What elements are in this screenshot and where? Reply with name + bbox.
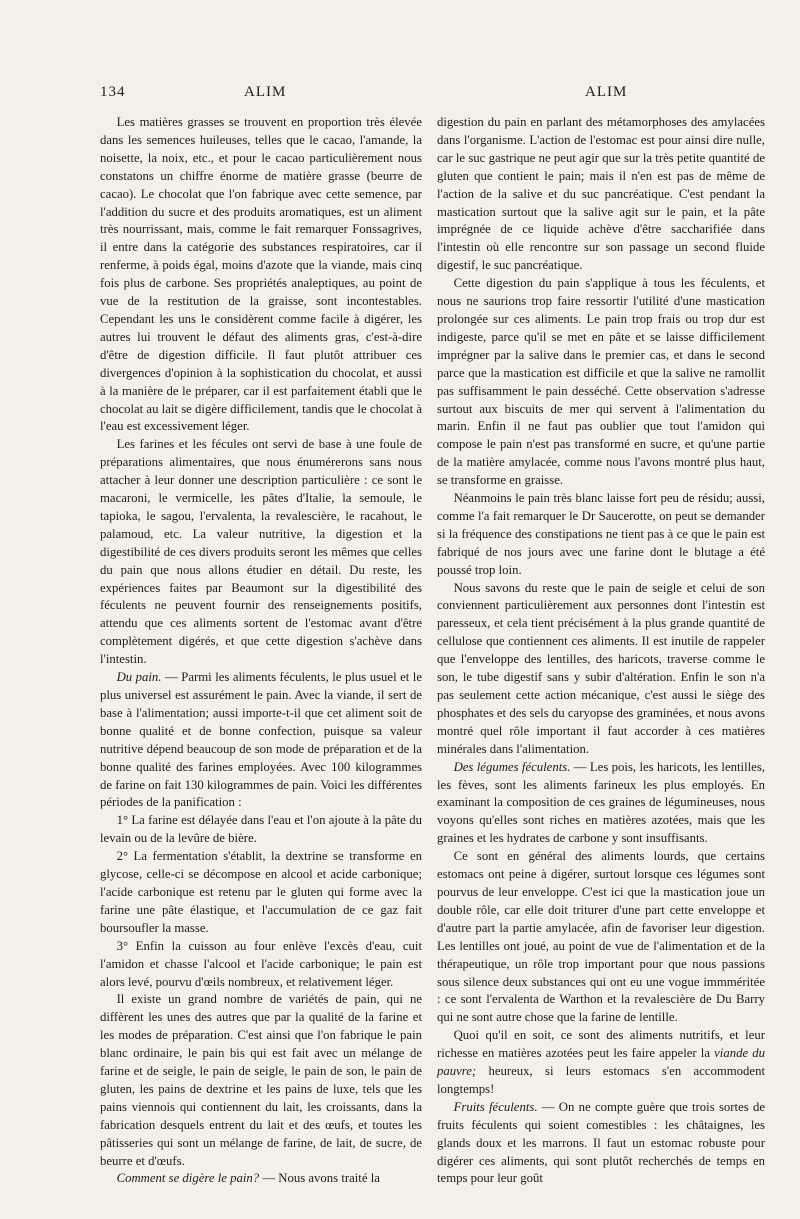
paragraph-text: Les farines et les fécules ont servi de base à une foule de préparations alimentaires, que nous énumérerons sans nous attacher à leur donner une description particulière : ce sont le macaroni, le vermicelle, les pâtes d'Italie, la semoule, le tapioka, le sagou, l'ervalenta, la revalescière, le racahout, le palamoud, etc. La valeur nutritive, la digestion et la digestibilité de ces divers produits seront les mêmes que celles du pain que nous allons étudier en détail. Du reste, les expériences faites par Beaumont sur la digestibilité des féculents ne peuvent fournir des renseignements positifs, attendu que ces aliments sortent de l'estomac avant d'être complètement digérés, et que cette digestion s'achève dans l'intestin. [100,437,422,667]
paragraph-text: Quoi qu'il en soit, ce sont des aliments nutritifs, et leur richesse en matières azotées peut les faire appeler la [437,1028,765,1061]
left-column-paragraph [100,848,422,938]
paragraph-text: Néanmoins le pain très blanc laisse fort peu de résidu; aussi, comme l'a fait remarquer le Dr Saucerotte, on peut se demander si la fréquence des constipations ne tient pas à ce que le pain est fabriqué de nos jours avec une farine dont le blutage a été poussé trop loin. [437,491,765,577]
left-column-paragraph [100,436,422,669]
paragraph-text: — Les pois, les haricots, les lentilles, les fèves, sont les aliments farineux les plus employés. En examinant la composition de ces graines de légumineuses, nous voyons qu'elles sont riches en matières azotées, mais que les graines et les hydrates de carbone y sont insuffisants. [437,759,765,846]
left-column-paragraph [100,938,422,992]
paragraph-text: — Nous avons traité la [259,1171,380,1186]
right-column-paragraph [437,1027,765,1099]
left-column-paragraph [100,991,422,1170]
right-running-head: ALIM [585,84,628,100]
paragraph-text: — Parmi les aliments féculents, le plus usuel et le plus universel est assurément le pain. Avec la viande, il sert de base à l'alimentation; aussi importe-t-il que cet aliment soit de bonne qualité et de bonne confection, puisque sa valeur nutritive dépend beaucoup de son mode de préparation et de la bonne qualité des farines employées. Avec 100 kilogrammes de farine on fait 130 kilogrammes de pain. Voici les différentes périodes de la panification : [100,670,423,810]
paragraph-text: heureux, si leurs estomacs s'en accommodent longtemps! [437,1064,765,1096]
paragraph-text: — On ne compte guère que trois sortes de fruits féculents qui soient comestibles : les châtaignes, les glands doux et les marrons. Il faut un estomac robuste pour digérer ces aliments, qui sont plutôt recherchés de temps en temps pour leur goût [437,1099,765,1186]
right-column-paragraph [437,759,765,849]
right-text-column [437,114,765,1188]
page-number: 134 [100,84,126,100]
paragraph-text: digestion du pain en parlant des métamorphoses des amylacées dans l'organisme. L'action de l'estomac est pour ainsi dire nulle, car le suc gastrique ne peut agir que sur la très petite quantité de gluten que contient le pain; mais il n'en est pas de même de l'action de la salive et du suc pancréatique. C'est pendant la mastication surtout que la salive agit sur le pain, et la pâte imprégnée de ce liquide achève d'être saccharifiée dans l'intestin où elle rencontre sur son passage un second fluide digestif, le suc pancréatique. [437,115,765,273]
right-column-paragraph [437,848,765,1027]
paragraph-text: Les matières grasses se trouvent en proportion très élevée dans les semences huileuses, telles que le cacao, l'amande, la noisette, la noix, etc., et pour le cacao particulièrement nous constatons un chiffre énorme de matière grasse (beurre de cacao). Le chocolat que l'on fabrique avec cette semence, par l'addition du sucre et des produits aromatiques, est un aliment très nourrissant, mais, comme le fait remarquer Fonssagrives, il entre dans la catégorie des substances respiratoires, car il renferme, à poids égal, moins d'azote que la viande, mais cinq fois plus de carbone. Ses propriétés analeptiques, au point de vue de la restitution de la graisse, sont incontestables. Cependant les uns le considèrent comme facile à digérer, les autres lui trouvent le défaut des aliments gras, c'est-à-dire d'être de digestion difficile. Il faut plutôt attribuer ces divergences d'opinion à la sophistication du chocolat, et aussi à la manière de le préparer, car il est parfaitement établi que le chocolat au lait se digère difficilement, tandis que le chocolat à l'eau est excessivement léger. [100,115,422,434]
left-column-paragraph [100,812,422,848]
right-column-paragraph [437,1099,765,1189]
section-heading: Fruits féculents. [453,1099,538,1114]
section-heading: Des légumes féculents. [453,759,571,774]
section-heading: Comment se digère le pain? [116,1171,260,1186]
emphasis-text: viande du pauvre; [437,1046,765,1079]
left-column-paragraph [100,114,422,436]
paragraph-text: Ce sont en général des aliments lourds, que certains estomacs ont peine à digérer, surtout lorsque ces légumes sont pourvus de leur enveloppe. C'est ici que la mastication joue un double rôle, car elle doit triturer d'une part cette enveloppe et d'autre part la partie amylacée, afin de favoriser leur digestion. Les lentilles ont joué, au point de vue de l'alimentation et de la thérapeutique, un rôle trop important pour que nous passions sous silence deux substances qui ont eu une vogue immméritée : ce sont l'ervalenta de Warthon et la revalescière de Du Barry qui ne sont autre chose que la farine de lentille. [437,849,765,1025]
paragraph-text: 3° Enfin la cuisson au four enlève l'excès d'eau, cuit l'amidon et chasse l'alcool et l'acide carbonique; le pain est alors levé, pourvu d'œils nombreux, et relativement léger. [100,938,422,989]
right-column-paragraph [437,275,765,490]
right-column-paragraph [437,114,765,275]
left-column-paragraph [100,1170,422,1188]
paragraph-text: 2° La fermentation s'établit, la dextrine se transforme en glycose, celle-ci se décompose en alcool et acide carbonique; l'acide carbonique est retenu par le gluten qui forme avec la farine une pâte élastique, et l'accumulation de ce gaz fait boursoufler la masse. [100,849,422,935]
left-running-head: ALIM [244,84,287,100]
section-heading: Du pain. [116,670,162,685]
running-header [0,84,800,106]
paragraph-text: Cette digestion du pain s'applique à tous les féculents, et nous ne saurions trop faire ressortir l'utilité d'une mastication prolongée sur ces aliments. Le pain trop frais ou trop dur est indigeste, parce qu'il se met en pâte et se laisse difficilement imprégner par la salive dans le premier cas, et dans le second parce que la mastication est difficile et que la salive ne ramollit pas suffisamment le pain desséché. Cette observation s'adresse surtout aux biscuits de mer qui servent à l'alimentation du marin. Enfin il ne faut pas oublier que tout l'amidon qui compose le pain n'est pas transformé en sucre, et qu'une partie de la matière amylacée, comme nous l'avons montré plus haut, se transforme en graisse. [437,276,765,488]
left-text-column [100,114,422,1188]
right-column-paragraph [437,490,765,580]
paragraph-text: Il existe un grand nombre de variétés de pain, qui ne diffèrent les unes des autres que par la qualité de la farine et les modes de préparation. C'est ainsi que l'on fabrique le pain blanc ordinaire, le pain bis qui est fait avec un mélange de farine et de seigle, le pain de seigle, le pain de son, le pain de gluten, les pains de dextrine et les pains de luxe, tels que les pains viennois qui contiennent du lait, les croissants, dans la fabrication desquels entrent du lait et des œufs, et toutes les pâtisseries qui sont un mélange de farine, de lait, de sucre, de beurre et d'œufs. [100,992,422,1168]
paragraph-text: 1° La farine est délayée dans l'eau et l'on ajoute à la pâte du levain ou de la levûre de bière. [100,813,422,846]
paragraph-text: Nous savons du reste que le pain de seigle et celui de son conviennent particulièrement aux personnes dont l'intestin est paresseux, et cela tient précisément à la plus grande quantité de cellulose que contiennent ces aliments. Il est inutile de rappeler que l'enveloppe des lentilles, des haricots, traverse comme le son, le tube digestif sans y subir d'altération. Enfin le son n'a pas seulement cette action mécanique, c'est aussi le siège des phosphates et des sels du caryopse des graminées, et nous avons montré quel rôle important il faut accorder à ces matières minérales dans l'alimentation. [437,580,765,756]
left-column-paragraph [100,669,422,812]
right-column-paragraph [437,580,765,759]
